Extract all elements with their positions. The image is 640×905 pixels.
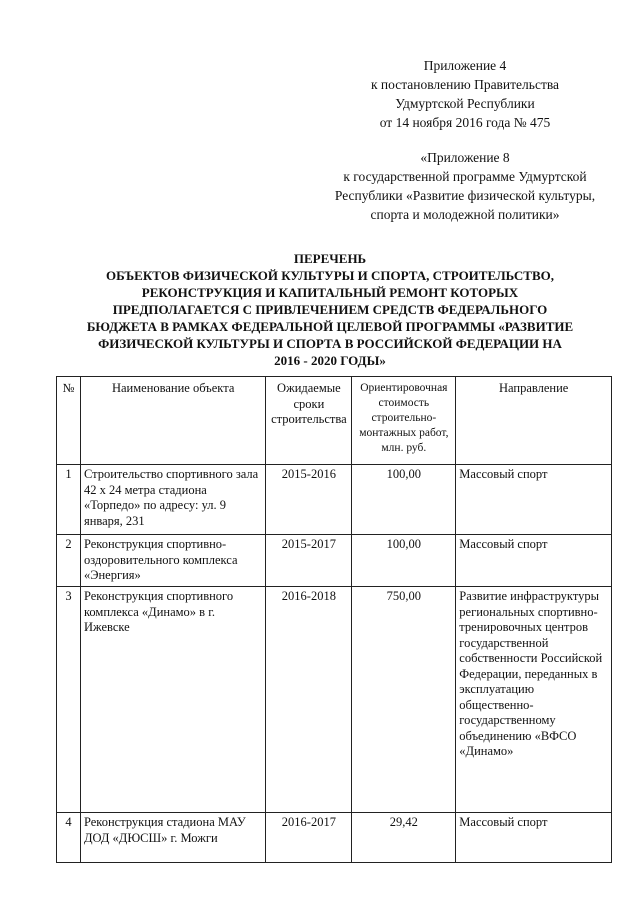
row-num: 4 bbox=[57, 813, 81, 863]
row-num: 3 bbox=[57, 587, 81, 813]
table-row bbox=[57, 813, 612, 863]
header-num: № bbox=[57, 377, 81, 465]
title-line: РЕКОНСТРУКЦИЯ И КАПИТАЛЬНЫЙ РЕМОНТ КОТОРЫХ bbox=[141, 285, 519, 300]
row-years: 2016-2017 bbox=[266, 813, 352, 863]
table-row bbox=[57, 587, 612, 813]
header-years: Ожидаемые сроки строительства bbox=[266, 377, 352, 465]
table-header-row bbox=[57, 377, 612, 465]
header-direction: Направление bbox=[456, 377, 612, 465]
document-title bbox=[70, 250, 590, 369]
row-name: Реконструкция спортивного комплекса «Динамо» в г. Ижевске bbox=[80, 587, 265, 813]
title-line: ОБЪЕКТОВ ФИЗИЧЕСКОЙ КУЛЬТУРЫ И СПОРТА, СТРОИТЕЛЬСТВО, bbox=[105, 268, 555, 283]
row-num: 2 bbox=[57, 535, 81, 587]
table-row bbox=[57, 535, 612, 587]
title-line: 2016 - 2020 ГОДЫ» bbox=[274, 353, 386, 368]
row-direction: Массовый спорт bbox=[456, 813, 612, 863]
row-cost: 29,42 bbox=[352, 813, 456, 863]
header-name: Наименование объекта bbox=[80, 377, 265, 465]
annex-8-reference bbox=[305, 148, 625, 224]
row-cost: 100,00 bbox=[352, 535, 456, 587]
annex-4-line: Приложение 4 bbox=[423, 58, 507, 73]
annex-8-line: к государственной программе Удмуртской bbox=[343, 169, 587, 184]
annex-4-line: к постановлению Правительства bbox=[370, 77, 560, 92]
annex-8-line: Республики «Развитие физической культуры, bbox=[334, 188, 596, 203]
annex-4-line: от 14 ноября 2016 года № 475 bbox=[379, 115, 551, 130]
header-cost: Ориентировочная стоимость строительно-монтажных работ, млн. руб. bbox=[352, 377, 456, 465]
row-cost: 100,00 bbox=[352, 465, 456, 535]
title-line: ФИЗИЧЕСКОЙ КУЛЬТУРЫ И СПОРТА В РОССИЙСКОЙ ФЕДЕРАЦИИ НА bbox=[98, 336, 562, 351]
row-direction: Массовый спорт bbox=[456, 465, 612, 535]
title-line: БЮДЖЕТА В РАМКАХ ФЕДЕРАЛЬНОЙ ЦЕЛЕВОЙ ПРОГРАММЫ «РАЗВИТИЕ bbox=[86, 319, 574, 334]
objects-table bbox=[56, 376, 612, 863]
annex-8-line: «Приложение 8 bbox=[420, 150, 510, 165]
row-direction: Массовый спорт bbox=[456, 535, 612, 587]
annex-4-reference bbox=[340, 56, 590, 132]
row-years: 2016-2018 bbox=[266, 587, 352, 813]
row-direction: Развитие инфраструктуры региональных спортивно-тренировочных центров государственной собственности Российской Федерации, переданных в эксплуатацию общественно-государственному объединению «ВФСО «Динамо» bbox=[456, 587, 612, 813]
annex-4-line: Удмуртской Республики bbox=[395, 96, 535, 111]
row-num: 1 bbox=[57, 465, 81, 535]
row-name: Реконструкция стадиона МАУ ДОД «ДЮСШ» г. Можги bbox=[80, 813, 265, 863]
row-name: Реконструкция спортивно-оздоровительного комплекса «Энергия» bbox=[80, 535, 265, 587]
annex-8-line: спорта и молодежной политики» bbox=[370, 207, 560, 222]
table-row bbox=[57, 465, 612, 535]
row-years: 2015-2017 bbox=[266, 535, 352, 587]
title-line: ПРЕДПОЛАГАЕТСЯ С ПРИВЛЕЧЕНИЕМ СРЕДСТВ ФЕДЕРАЛЬНОГО bbox=[112, 302, 548, 317]
title-line: ПЕРЕЧЕНЬ bbox=[293, 251, 367, 266]
row-cost: 750,00 bbox=[352, 587, 456, 813]
row-years: 2015-2016 bbox=[266, 465, 352, 535]
row-name: Строительство спортивного зала 42 х 24 метра стадиона «Торпедо» по адресу: ул. 9 января, 231 bbox=[80, 465, 265, 535]
